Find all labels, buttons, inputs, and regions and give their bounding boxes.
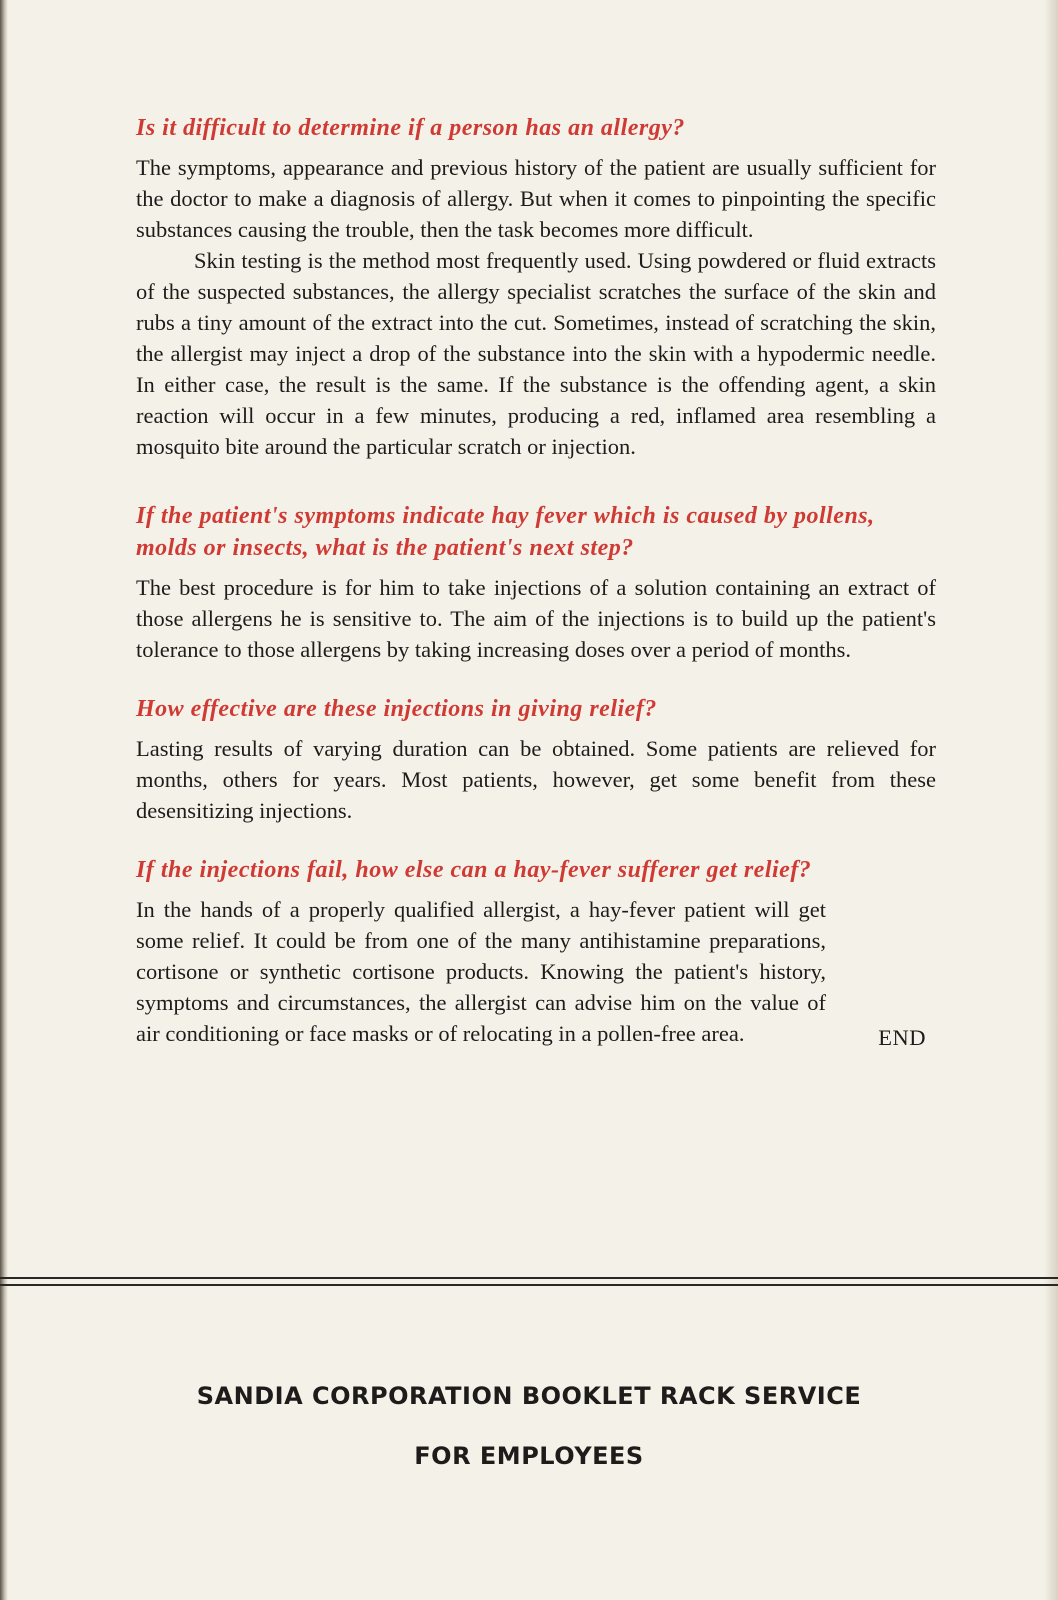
answer-paragraph: Lasting results of varying duration can be obtained. Some patients are relieved for months, others for years. Most patients, however, get some benefit from these desensitizing injections. <box>136 736 936 823</box>
answer-paragraph: In the hands of a properly qualified allergist, a hay-fever patient will get some relief. It could be from one of the many antihistamine preparations, cortisone or synthetic cortisone products. Knowing the patient's history, symptoms and circumstances, the allergist can advise him on the value of air conditioning or face masks or of relocating in a pollen-free area. <box>136 897 826 1046</box>
end-mark: END <box>878 1025 926 1050</box>
question-heading: If the injections fail, how else can a hay-fever sufferer get relief? <box>136 857 812 883</box>
spine-shadow <box>0 0 8 1600</box>
divider-rule <box>0 1284 1058 1286</box>
page-edge <box>1044 0 1058 1600</box>
footer-publisher: SANDIA CORPORATION BOOKLET RACK SERVICE <box>196 1382 862 1410</box>
divider-rule <box>0 1277 1058 1279</box>
section-hay-fever-next-step <box>136 500 936 665</box>
answer-paragraph: The best procedure is for him to take injections of a solution containing an extract of those allergens he is sensitive to. The aim of the injections is to build up the patient's tolerance to those allergens by taking increasing doses over a period of months. <box>136 575 936 662</box>
section-other-relief <box>136 854 936 1049</box>
answer-paragraph: The symptoms, appearance and previous history of the patient are usually sufficient for the doctor to make a diagnosis of allergy. But when it comes to pinpointing the specific substances causing the trouble, then the task becomes more difficult. <box>136 155 936 242</box>
article-body <box>136 112 936 1049</box>
question-heading: Is it difficult to determine if a person has an allergy? <box>136 115 685 141</box>
section-injection-effectiveness <box>136 693 936 826</box>
final-paragraph-wrap <box>136 894 936 1049</box>
footer-audience: FOR EMPLOYEES <box>414 1442 644 1470</box>
section-allergy-diagnosis <box>136 112 936 462</box>
question-heading: How effective are these injections in giving relief? <box>136 696 657 722</box>
question-heading: If the patient's symptoms indicate hay fever which is caused by pollens, molds or insects, what is the patient's next step? <box>136 503 875 561</box>
answer-paragraph: Skin testing is the method most frequently used. Using powdered or fluid extracts of the suspected substances, the allergy specialist scratches the surface of the skin and rubs a tiny amount of the extract into the cut. Sometimes, instead of scratching the skin, the allergist may inject a drop of the substance into the skin with a hypodermic needle. In either case, the result is the same. If the substance is the offending agent, a skin reaction will occur in a few minutes, producing a red, inflamed area resembling a mosquito bite around the particular scratch or injection. <box>136 248 936 459</box>
